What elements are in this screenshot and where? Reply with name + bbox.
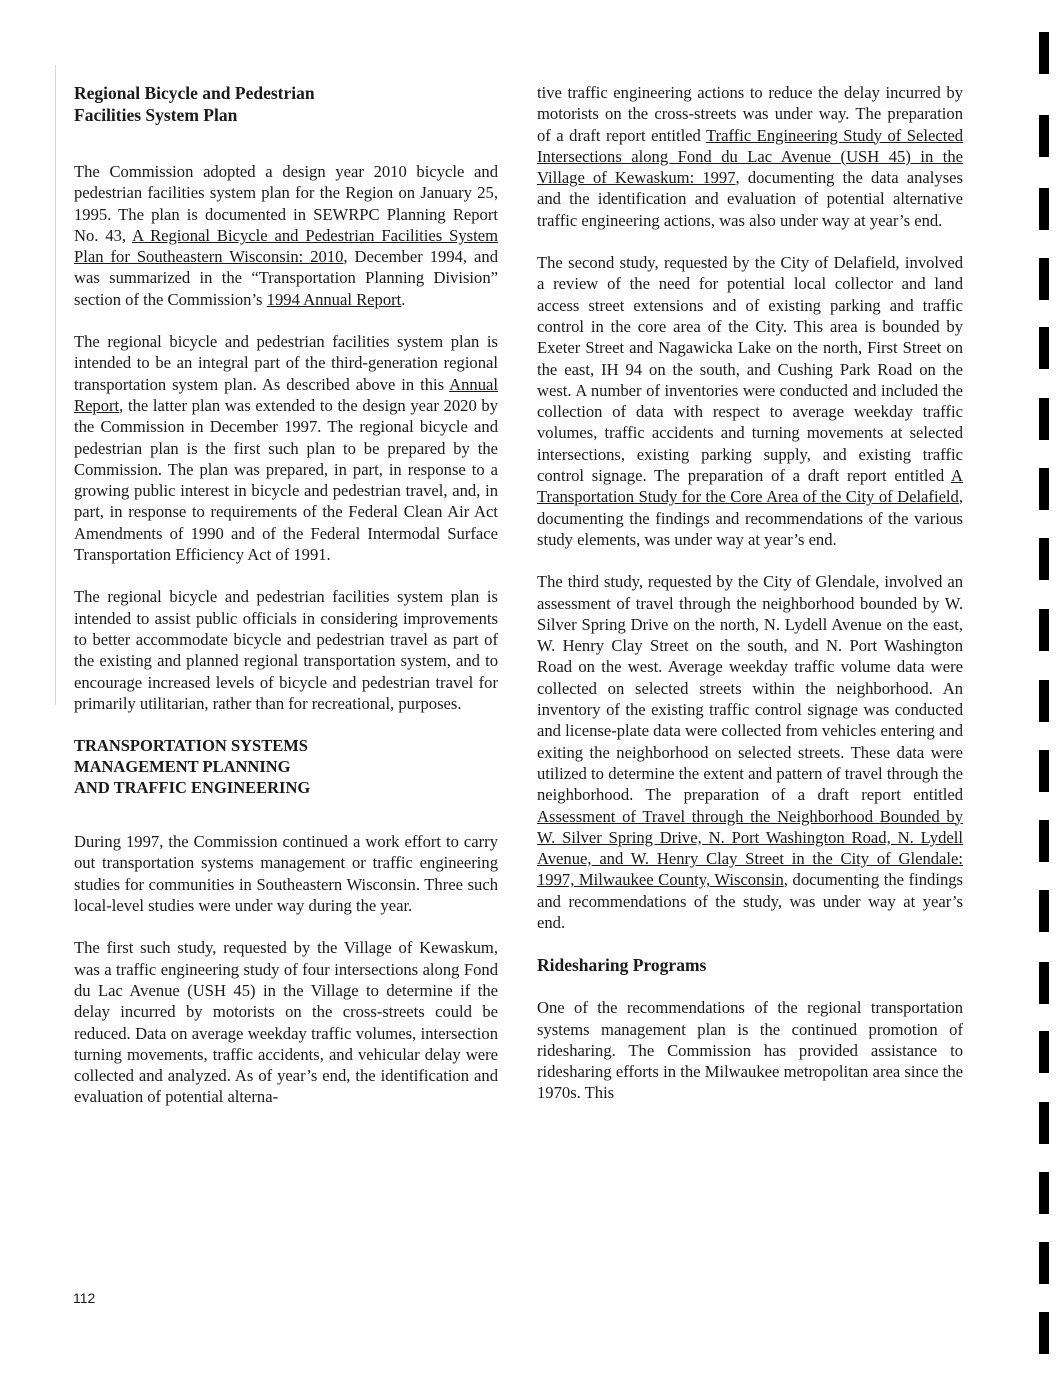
annual-report-title: Annual Report xyxy=(74,374,498,415)
paragraph-plan-purpose: The regional bicycle and pedestrian facilities system plan is intended to assist public officials in considering improvements to better accommodate bicycle and pedestrian travel as part of the existing and planned regional transportation system, and to encourage increased levels of bicycle and pedestrian travel for primarily utilitarian, rather than for recreational, purposes. xyxy=(74,587,498,713)
binder-hole-mark xyxy=(1039,258,1049,300)
paragraph-kewaskum-continued: tive traffic engineering actions to reduce the delay incurred by motorists on the cross-streets was under way. The preparation of a draft report entitled Traffic Engineering Study of Selected Intersections along Fond du Lac Avenue (USH 45) in the Village of Kewaskum: 1997, documenting the data analyses and the identification and evaluation of potential alternative traffic engineering actions, was also under way at year’s end. xyxy=(537,83,963,230)
heading-ridesharing: Ridesharing Programs xyxy=(537,955,707,976)
heading-bicycle-pedestrian-plan: Regional Bicycle and Pedestrian Facilities System Plan xyxy=(74,83,315,125)
binder-hole-mark xyxy=(1039,1102,1049,1144)
paragraph-kewaskum-study: The first such study, requested by the Village of Kewaskum, was a traffic engineering study of four intersections along Fond du Lac Avenue (USH 45) in the Village to determine if the delay incurred by motorists on the cross-streets could be reduced. Data on average weekday traffic volumes, intersection turning movements, traffic accidents, and vehicular delay were collected and analyzed. As of year’s end, the identification and evaluation of potential alterna- xyxy=(74,938,498,1107)
paragraph-delafield-study: The second study, requested by the City of Delafield, involved a review of the need for potential local collector and land access street extensions and of existing parking and traffic control in the core area of the City. This area is bounded by Exeter Street and Nagawicka Lake on the north, First Street on the east, IH 94 on the south, and Cushing Park Road on the west. A number of inventories were conducted and included the collection of data with respect to average weekday traffic volumes, traffic accidents and turning movements at selected intersections, existing parking supply, and existing traffic control signage. The preparation of a draft report entitled A Transportation Study for the Core Area of the City of Delafield, documenting the findings and recommendations of the various study elements, was under way at year’s end. xyxy=(537,253,963,549)
binder-hole-mark xyxy=(1039,1312,1049,1354)
annual-report-1994-title: 1994 Annual Report xyxy=(266,289,402,309)
binder-hole-mark xyxy=(1039,115,1049,157)
binder-hole-mark xyxy=(1039,398,1049,440)
scan-edge-line xyxy=(55,65,56,705)
binder-hole-mark xyxy=(1039,188,1049,230)
kewaskum-report-title: Traffic Engineering Study of Selected Intersections along Fond du Lac Avenue (USH 45) in the Village of Kewaskum: 1997 xyxy=(537,125,963,188)
binder-hole-mark xyxy=(1039,680,1049,722)
binder-hole-mark xyxy=(1039,1242,1049,1284)
paragraph-ridesharing: One of the recommendations of the regional transportation systems management plan is the continued promotion of ridesharing. The Commission has provided assistance to ridesharing efforts in the Milwaukee metropolitan area since the 1970s. This xyxy=(537,998,963,1103)
binder-hole-mark xyxy=(1039,32,1049,74)
binder-hole-mark xyxy=(1039,1031,1049,1073)
paragraph-plan-integral: The regional bicycle and pedestrian facilities system plan is intended to be an integral part of the third-generation regional transportation system plan. As described above in this Annual Report, the latter plan was extended to the design year 2020 by the Commission in December 1997. The regional bicycle and pedestrian plan is the first such plan to be prepared by the Commission. The plan was prepared, in part, in response to a growing public interest in bicycle and pedestrian travel, and, in part, in response to requirements of the Federal Clean Air Act Amendments of 1990 and of the Federal Intermodal Surface Transportation Efficiency Act of 1991. xyxy=(74,332,498,565)
binder-hole-mark xyxy=(1039,962,1049,1004)
heading-tsm-planning: TRANSPORTATION SYSTEMS MANAGEMENT PLANNING AND TRAFFIC ENGINEERING xyxy=(74,736,311,798)
binder-hole-mark xyxy=(1039,468,1049,510)
glendale-report-title: Assessment of Travel through the Neighborhood Bounded by W. Silver Spring Drive, N. Port Washington Road, N. Lydell Avenue, and W. Henry Clay Street in the City of Glendale: 1997, Milwaukee County, Wisconsin xyxy=(537,806,963,890)
binder-hole-mark xyxy=(1039,1172,1049,1214)
paragraph-plan-adopted: The Commission adopted a design year 2010 bicycle and pedestrian facilities system plan for the Region on January 25, 1995. The plan is documented in SEWRPC Planning Report No. 43, A Regional Bicycle and Pedestrian Facilities System Plan for Southeastern Wisconsin: 2010, December 1994, and was summarized in the “Transportation Planning Division” section of the Commission’s 1994 Annual Report. xyxy=(74,162,499,309)
delafield-report-title: A Transportation Study for the Core Area of the City of Delafield xyxy=(537,466,963,507)
right-column xyxy=(537,82,963,1125)
binder-hole-mark xyxy=(1039,609,1049,651)
paragraph-glendale-study: The third study, requested by the City of Glendale, involved an assessment of travel through the neighborhood bounded by W. Silver Spring Drive on the north, N. Lydell Avenue on the east, W. Henry Clay Street on the south, and N. Port Washington Road on the west. Average weekday traffic volume data were collected on selected streets within the neighborhood. An inventory of the existing traffic control signage was conducted and license-plate data were collected from vehicles entering and exiting the neighborhood on selected streets. These data were utilized to determine the extent and pattern of travel through the neighborhood. The preparation of a draft report entitled Assessment of Travel through the Neighborhood Bounded by W. Silver Spring Drive, N. Port Washington Road, N. Lydell Avenue, and W. Henry Clay Street in the City of Glendale: 1997, Milwaukee County, Wisconsin, documenting the findings and recommendations of the study, was under way at year’s end. xyxy=(537,572,963,932)
binder-hole-mark xyxy=(1039,820,1049,862)
binder-hole-mark xyxy=(1039,538,1049,580)
binder-hole-mark xyxy=(1039,750,1049,792)
binder-hole-mark xyxy=(1039,327,1049,369)
page-number: 112 xyxy=(73,1290,96,1306)
left-column xyxy=(74,82,498,1129)
report-title-link: A Regional Bicycle and Pedestrian Facilities System Plan for Southeastern Wisconsin: 2010 xyxy=(74,225,499,267)
binder-hole-mark xyxy=(1039,890,1049,932)
paragraph-tsm-studies: During 1997, the Commission continued a work effort to carry out transportation systems management or traffic engineering studies for communities in Southeastern Wisconsin. Three such local-level studies were under way during the year. xyxy=(74,832,498,916)
